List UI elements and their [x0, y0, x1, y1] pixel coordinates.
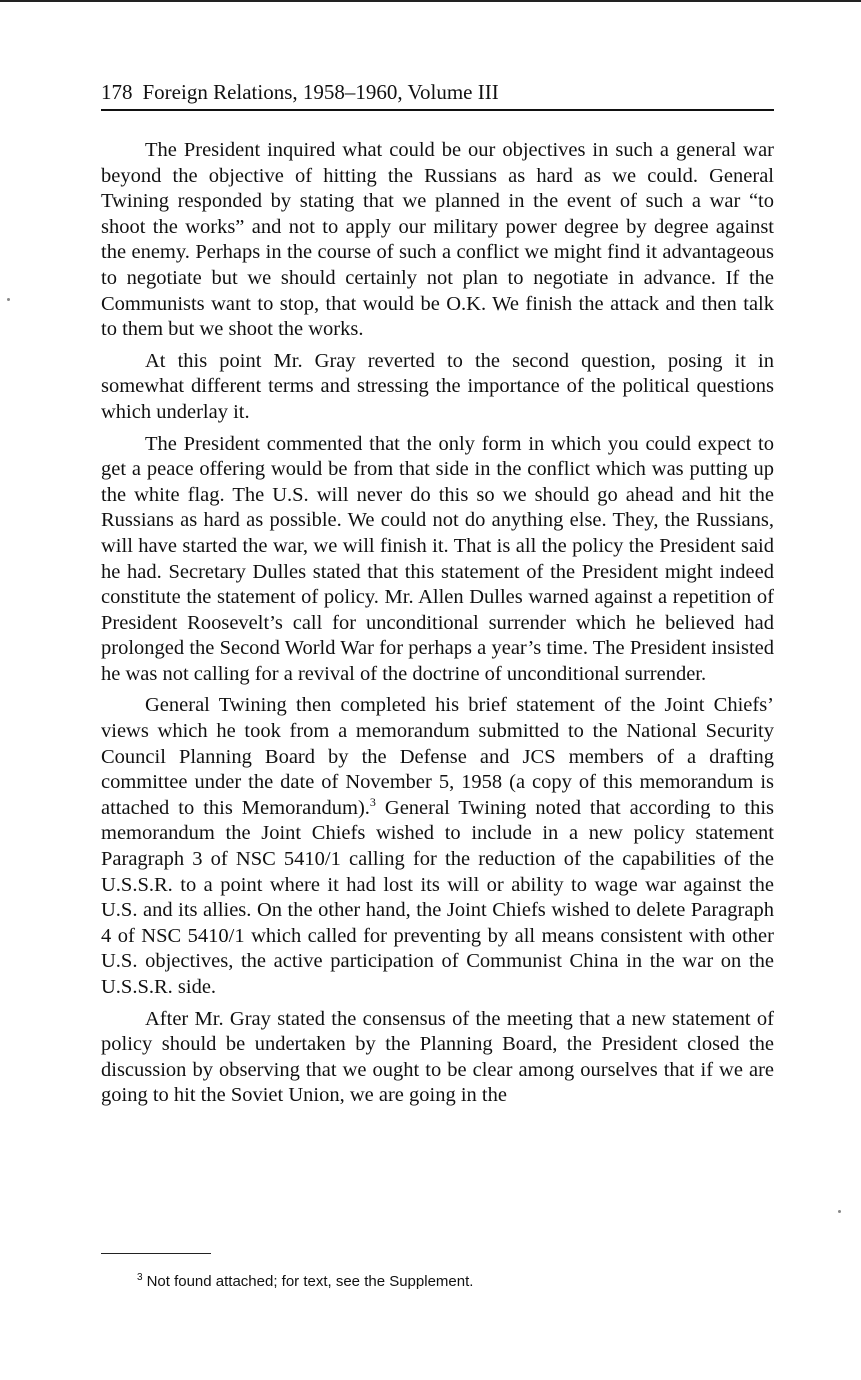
footnote-reference[interactable]: 3: [369, 795, 376, 810]
paragraph-gray-consensus: After Mr. Gray stated the consensus of the meeting that a new statement of policy should be undertaken by the Planning Board, the President closed the discussion by observing that we ought to be clear among ourselves that if we are going to hit the Soviet Union, we are going in the: [101, 1007, 774, 1107]
twining-text-after: General Twining noted that according to this memorandum the Joint Chiefs wished to include in a new policy statement Paragraph 3 of NSC 5410/1 calling for the reduction of the capabilities of the U.S.S.R. to a point where it had lost its will or ability to wage war against the U.S. and its allies. On the other hand, the Joint Chiefs wished to delete Paragraph 4 of NSC 5410/1 which called for preventing by all means consistent with other U.S. objectives, the active participation of Communist China in the war on the U.S.S.R. side.: [101, 796, 774, 998]
page-number: 178: [101, 80, 133, 104]
paragraph-twining-statement: [101, 693, 774, 1000]
paragraph-president-comment: The President commented that the only form in which you could expect to get a peace offering would be from that side in the conflict which was putting up the white flag. The U.S. will never do this so we should go ahead and hit the Russians as hard as possible. We could not do anything else. They, the Russians, will have started the war, we will finish it. That is all the policy the President said he had. Secretary Dulles stated that this statement of the President might indeed constitute the statement of policy. Mr. Allen Dulles warned against a repetition of President Roosevelt’s call for unconditional surrender which he believed had prolonged the Second World War for perhaps a year’s time. The President insisted he was not calling for a revival of the doctrine of unconditional surrender.: [101, 432, 774, 685]
scan-speck: [7, 298, 10, 301]
paragraph-gray-question: At this point Mr. Gray reverted to the second question, posing it in somewhat different terms and stressing the importance of the political questions which underlay it.: [101, 349, 774, 423]
page-top-edge: [0, 0, 861, 2]
footnote-marker: 3: [137, 1272, 143, 1283]
twining-text-before: General Twining then completed his brief statement of the Joint Chiefs’ views which he took from a memorandum submitted to the National Security Council Planning Board by the Defense and JCS members of a drafting committee under the date of November 5, 1958 (a copy of this memorandum is attached to this Memorandum).: [101, 694, 774, 819]
footnote: [137, 1268, 774, 1292]
scan-speck: [838, 1210, 841, 1213]
footnote-text: Not found attached; for text, see the Supplement.: [146, 1273, 474, 1290]
running-title: Foreign Relations, 1958–1960, Volume III: [142, 80, 499, 104]
paragraph-objectives: The President inquired what could be our objectives in such a general war beyond the objective of hitting the Russians as hard as we could. General Twining responded by stating that we planned in the event of such a war “to shoot the works” and not to apply our military power degree by degree against the enemy. Perhaps in the course of such a conflict we might find it advantageous to negotiate but we should certainly not plan to negotiate in advance. If the Communists want to stop, that would be O.K. We finish the attack and then talk to them but we shoot the works.: [101, 139, 774, 341]
footnote-divider: [101, 1253, 211, 1254]
body-text: [101, 138, 774, 1115]
running-header: [101, 80, 774, 111]
